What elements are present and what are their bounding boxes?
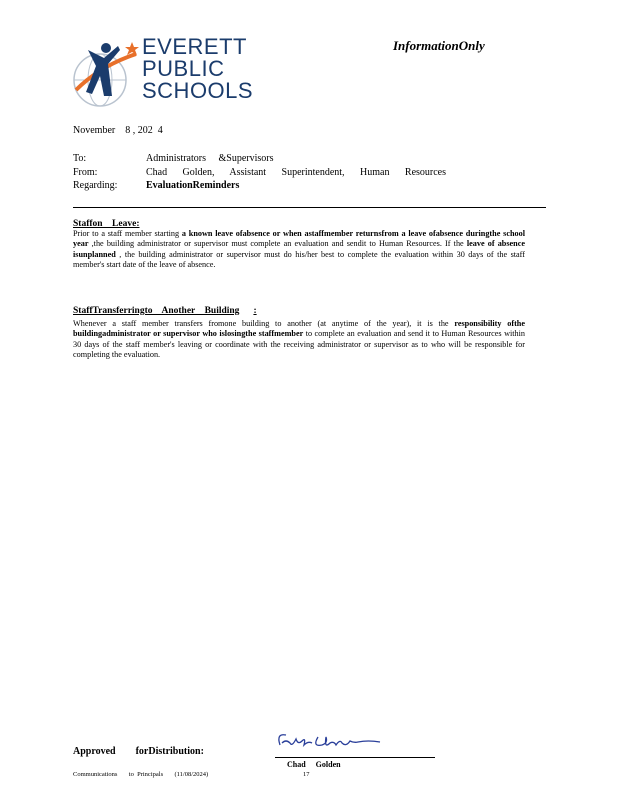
regarding-label: Regarding:	[73, 180, 118, 191]
memo-date: November 8 , 202 4	[73, 125, 163, 136]
district-logo	[70, 36, 255, 112]
globe-figure-icon	[70, 36, 142, 112]
regarding-value: EvaluationReminders	[146, 180, 240, 191]
from-label: From:	[73, 167, 98, 178]
header-divider	[73, 207, 546, 208]
signature-icon	[272, 727, 392, 757]
section-title-staff-transfer: StaffTransferringto Another Building :	[73, 306, 257, 316]
information-only-label: InformationOnly	[393, 38, 485, 53]
section-body-staff-transfer: Whenever a staff member transfers fromone building to another (at anytime of the year), it is the responsibility ofthe buildingadministrator or supervisor who islosingthe staffmember to complete an evaluation and send it to Human Resources within 30 days of the staff member's leaving or coordinate with the receiving administrator or supervisor as to who will be responsible for completing the evaluation.	[73, 319, 525, 360]
signature-line	[275, 757, 435, 758]
from-value: Chad Golden, Assistant Superintendent, Human Resources	[146, 167, 446, 178]
signer-name: Chad Golden	[287, 760, 341, 769]
section-body-staff-leave: Prior to a staff member starting a known leave ofabsence or when astaffmember returnsfrom a leave ofabsence duringthe school year ,the building administrator or supervisor must complete an evaluation and sendit to Human Resources. If the leave of absence isunplanned , the building administrator or supervisor must do his/her best to complete the evaluation within 30 days of the staff member's start date of the leave of absence.	[73, 229, 525, 270]
to-value: Administrators &Supervisors	[146, 153, 274, 164]
approved-for-distribution: Approved forDistribution:	[73, 746, 204, 757]
logo-wordmark: EVERETT PUBLIC SCHOOLS	[142, 34, 254, 103]
footer-text: Communications to Principals (11/08/2024)	[73, 771, 209, 778]
page-number: 17	[303, 771, 310, 778]
section-title-staff-leave: Staffon Leave:	[73, 219, 140, 229]
to-label: To:	[73, 153, 87, 164]
